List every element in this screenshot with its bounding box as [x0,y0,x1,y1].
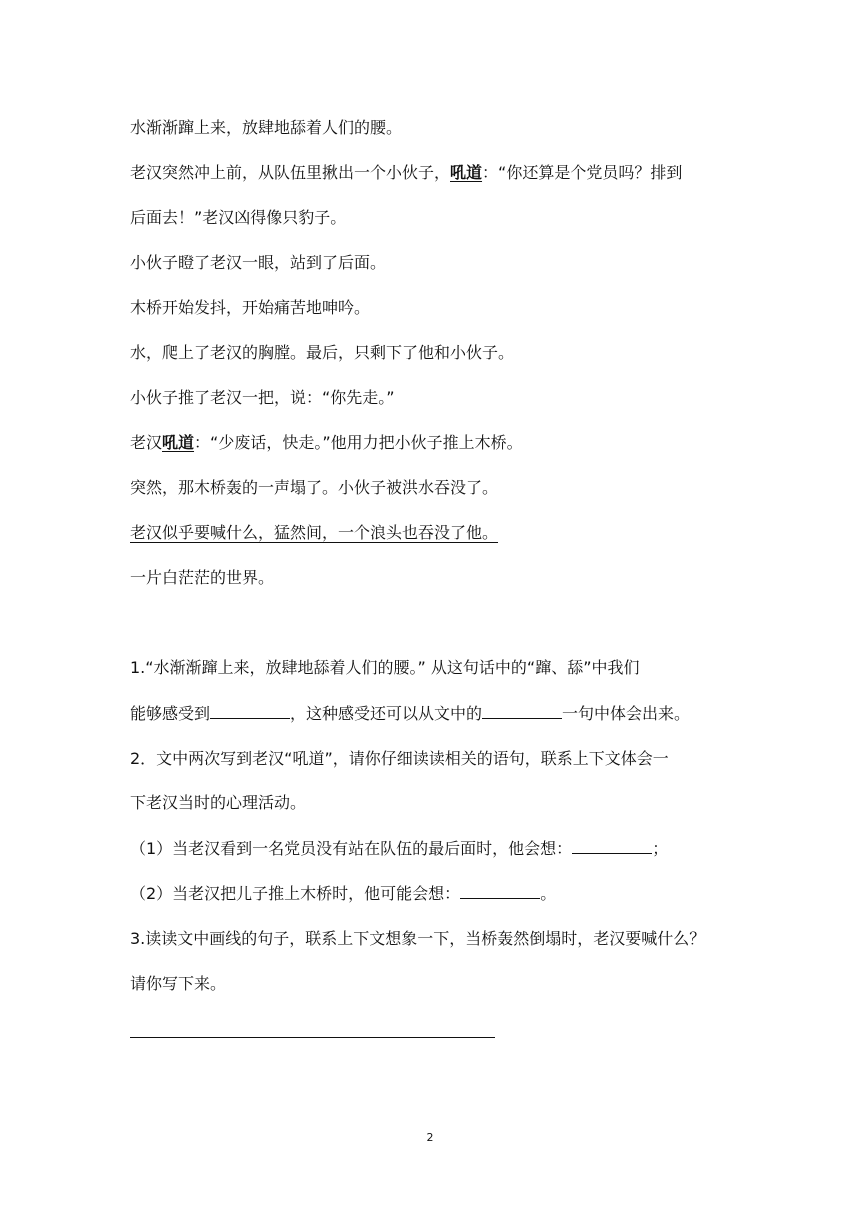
passage-line-5 [130,298,370,318]
question-2-line-2 [130,793,306,813]
passage-text: 一片白茫茫的世界。 [130,568,275,587]
emphasized-word: 吼道 [162,433,195,452]
question-1-line-1 [130,658,640,678]
passage-text: 后面去！”老汉凶得像只豹子。 [130,208,347,227]
question-3-line-1 [130,929,705,949]
question-text: 2．文中两次写到老汉“吼道”，请你仔细读读相关的语句，联系上下文体会一 [130,749,669,768]
passage-line-11 [130,568,274,588]
passage-line-10 [130,523,498,543]
passage-line-9 [130,478,498,498]
page-number: 2 [426,1131,434,1144]
answer-blank[interactable] [572,839,652,854]
question-2-part-2 [130,884,556,904]
passage-line-6 [130,343,514,363]
question-text: 能够感受到 [130,704,211,723]
passage-text: 水，爬上了老汉的胸膛。最后，只剩下了他和小伙子。 [130,343,515,362]
question-text: 请你写下来。 [130,974,227,993]
passage-text: 水渐渐蹿上来，放肆地舔着人们的腰。 [130,118,403,137]
passage-text: ：“你还算是个党员吗？排到 [482,163,683,182]
answer-blank[interactable] [210,704,290,719]
underlined-sentence: 老汉似乎要喊什么，猛然间，一个浪头也吞没了他。 [130,523,499,542]
passage-text: 小伙子推了老汉一把，说：“你先走。” [130,388,395,407]
question-2-line-1 [130,749,669,769]
question-text: （2）当老汉把儿子推上木桥时，他可能会想： [130,884,461,903]
question-text: 3.读读文中画线的句子，联系上下文想象一下，当桥轰然倒塌时，老汉要喊什么？ [130,929,706,948]
passage-line-2 [130,163,682,183]
passage-text: ：“少废话，快走。”他用力把小伙子推上木桥。 [194,433,523,452]
question-text: 1.“水渐渐蹿上来，放肆地舔着人们的腰。” 从这句话中的“蹿、舔”中我们 [130,658,640,677]
passage-text: 木桥开始发抖，开始痛苦地呻吟。 [130,298,371,317]
passage-line-3 [130,208,346,228]
passage-text: 小伙子瞪了老汉一眼，站到了后面。 [130,253,387,272]
question-2-part-1 [130,839,668,859]
answer-blank[interactable] [460,884,540,899]
passage-line-4 [130,253,386,273]
passage-line-7 [130,388,395,408]
question-1-line-2 [130,704,690,724]
question-text: 。 [540,884,557,903]
question-text: （1）当老汉看到一名党员没有站在队伍的最后面时，他会想： [130,839,573,858]
question-text: ； [652,839,669,858]
passage-text: 老汉突然冲上前，从队伍里揪出一个小伙子， [130,163,451,182]
question-text: 下老汉当时的心理活动。 [130,793,307,812]
passage-text: 突然，那木桥轰的一声塌了。小伙子被洪水吞没了。 [130,478,499,497]
question-3-line-2 [130,974,226,994]
question-text: 一句中体会出来。 [562,704,691,723]
passage-text: 老汉 [130,433,163,452]
passage-line-1 [130,118,402,138]
question-text: ，这种感受还可以从文中的 [290,704,483,723]
answer-blank[interactable] [482,704,562,719]
emphasized-word: 吼道 [450,163,483,182]
passage-line-8 [130,433,523,453]
answer-line[interactable] [130,1037,495,1038]
